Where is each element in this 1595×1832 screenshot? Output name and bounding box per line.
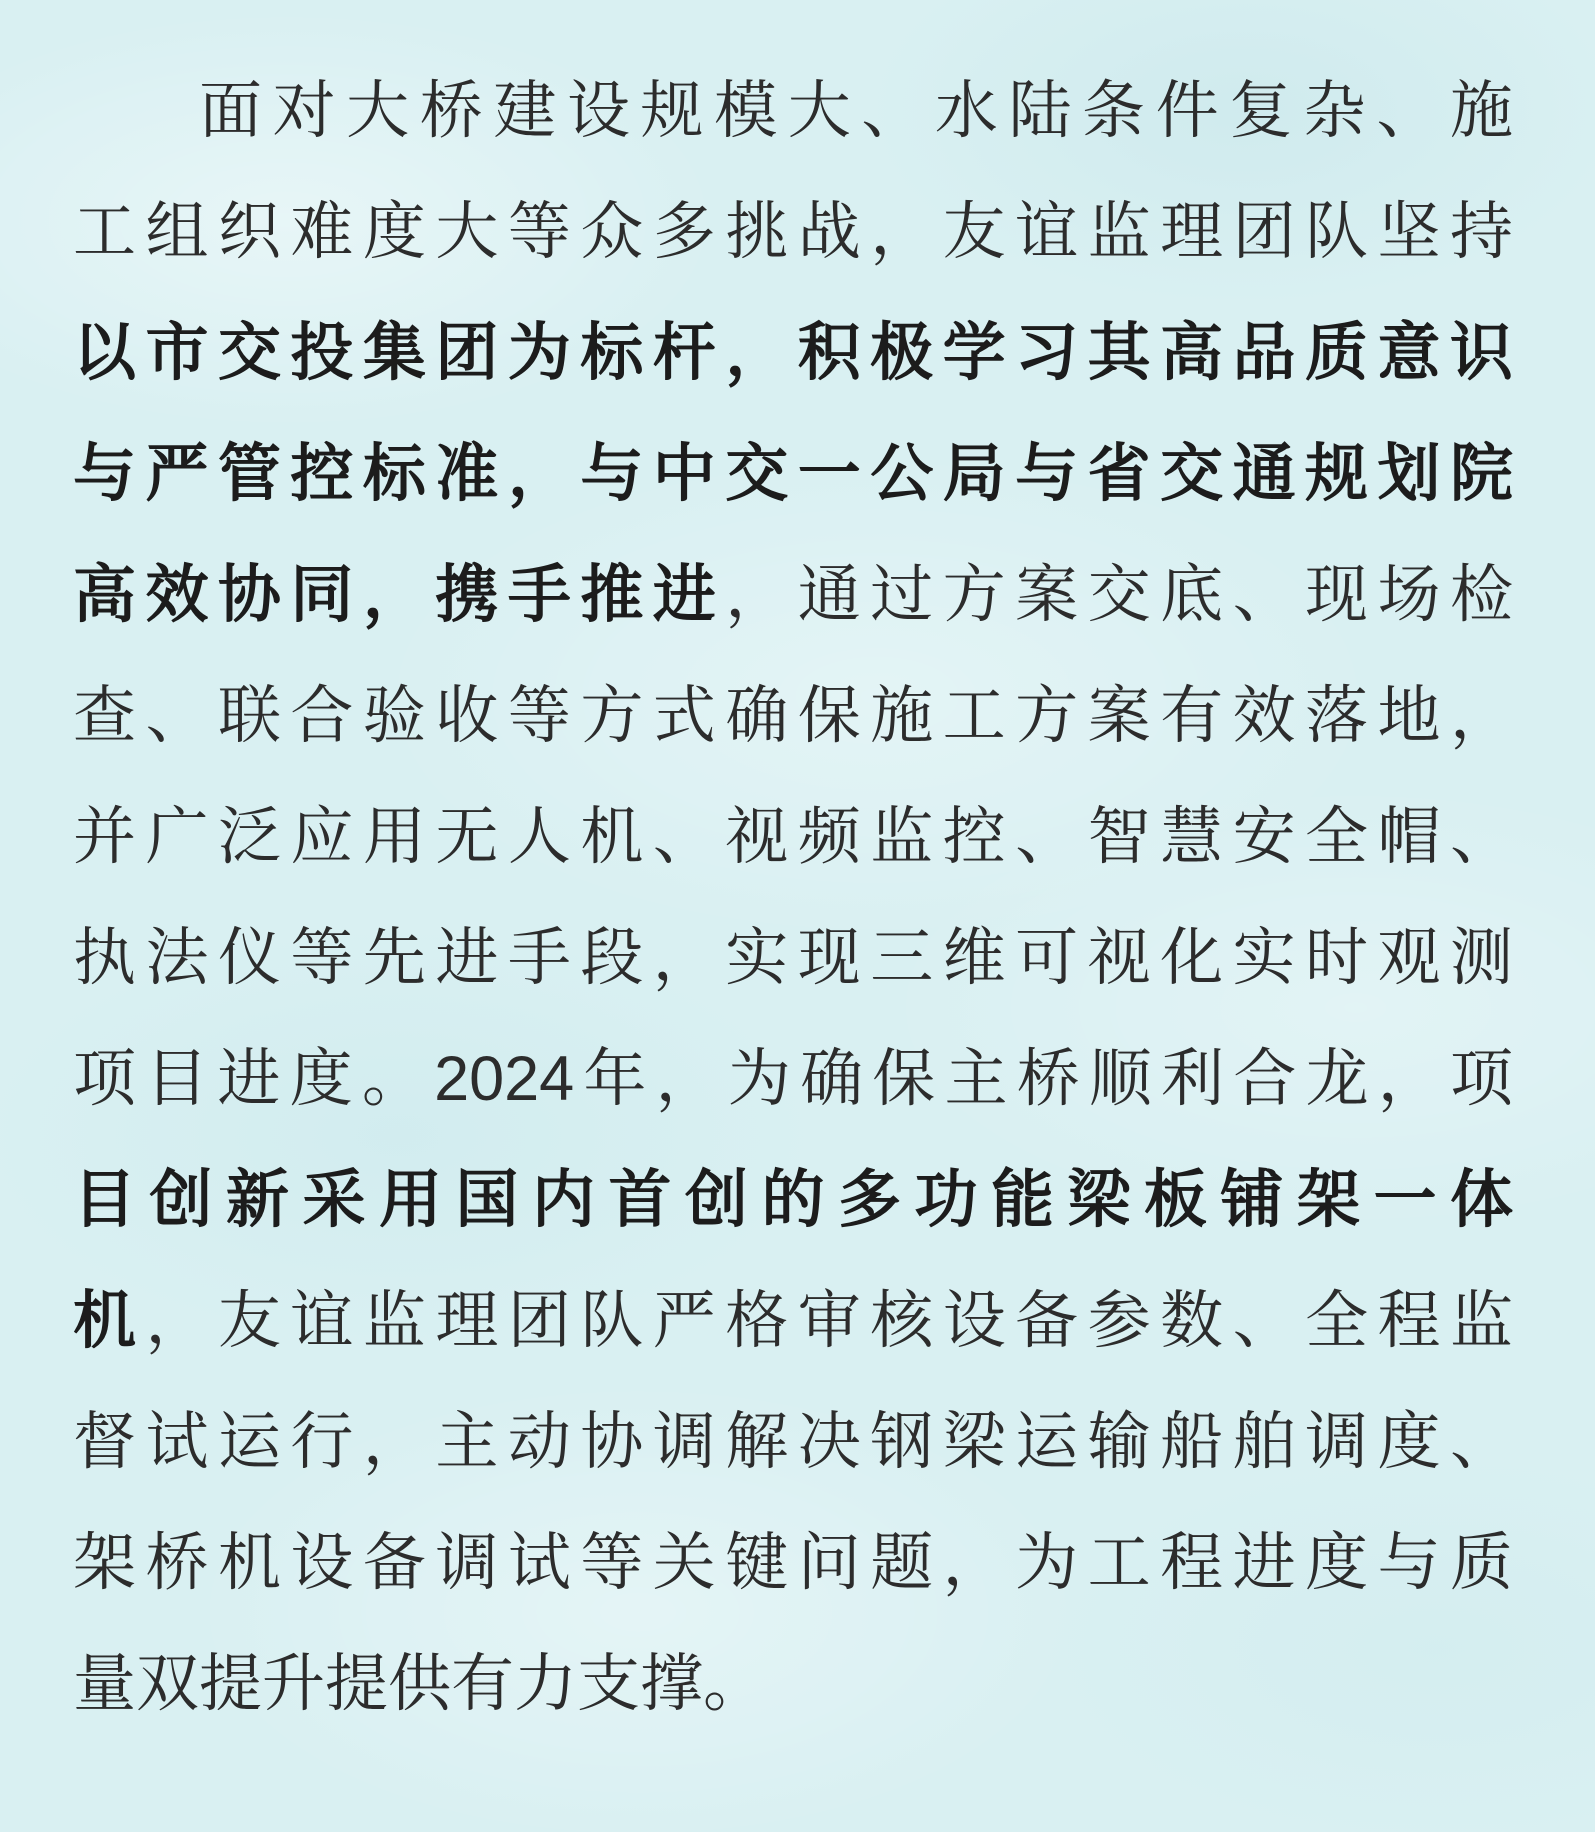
- text-line: [73, 777, 1513, 898]
- text-segment-bold: 目创新采用国内首创的多功能梁板铺架一体: [73, 1165, 1513, 1235]
- text-line: [73, 1140, 1513, 1261]
- text-line: [73, 656, 1513, 777]
- text-line: [73, 172, 1513, 293]
- text-segment: ，通过方案交底、现场检: [725, 560, 1514, 630]
- text-segment-bold: 高效协同，携手推进: [73, 560, 726, 630]
- text-segment: 量双提升提供有力支撑。: [73, 1649, 766, 1719]
- text-segment: 面对大桥建设规模大、水陆条件复杂、施: [199, 76, 1513, 146]
- text-line: [73, 1624, 1513, 1745]
- text-segment: 并广泛应用无人机、视频监控、智慧安全帽、: [73, 802, 1513, 872]
- text-line: [73, 1019, 1513, 1140]
- text-line: [73, 1503, 1513, 1624]
- text-segment-bold: 与严管控标准，与中交一公局与省交通规划院: [73, 439, 1513, 509]
- text-line: [73, 898, 1513, 1019]
- article-paragraph: [73, 51, 1513, 1745]
- text-segment-bold: 机: [73, 1286, 146, 1356]
- text-segment: 项目进度。2024年，为确保主桥顺利合龙，项: [73, 1044, 1513, 1114]
- text-line: [73, 1382, 1513, 1503]
- text-line: [73, 293, 1513, 414]
- text-line: [73, 414, 1513, 535]
- text-segment-bold: 以市交投集团为标杆，积极学习其高品质意识: [73, 318, 1513, 388]
- text-line: [73, 1261, 1513, 1382]
- text-segment: 架桥机设备调试等关键问题，为工程进度与质: [73, 1528, 1513, 1598]
- text-segment: 查、联合验收等方式确保施工方案有效落地，: [73, 681, 1513, 751]
- text-segment: 执法仪等先进手段，实现三维可视化实时观测: [73, 923, 1513, 993]
- text-segment: 督试运行，主动协调解决钢梁运输船舶调度、: [73, 1407, 1513, 1477]
- text-line: [73, 51, 1513, 172]
- text-segment: 工组织难度大等众多挑战，友谊监理团队坚持: [73, 197, 1513, 267]
- text-segment: ，友谊监理团队严格审核设备参数、全程监: [145, 1286, 1514, 1356]
- text-line: [73, 535, 1513, 656]
